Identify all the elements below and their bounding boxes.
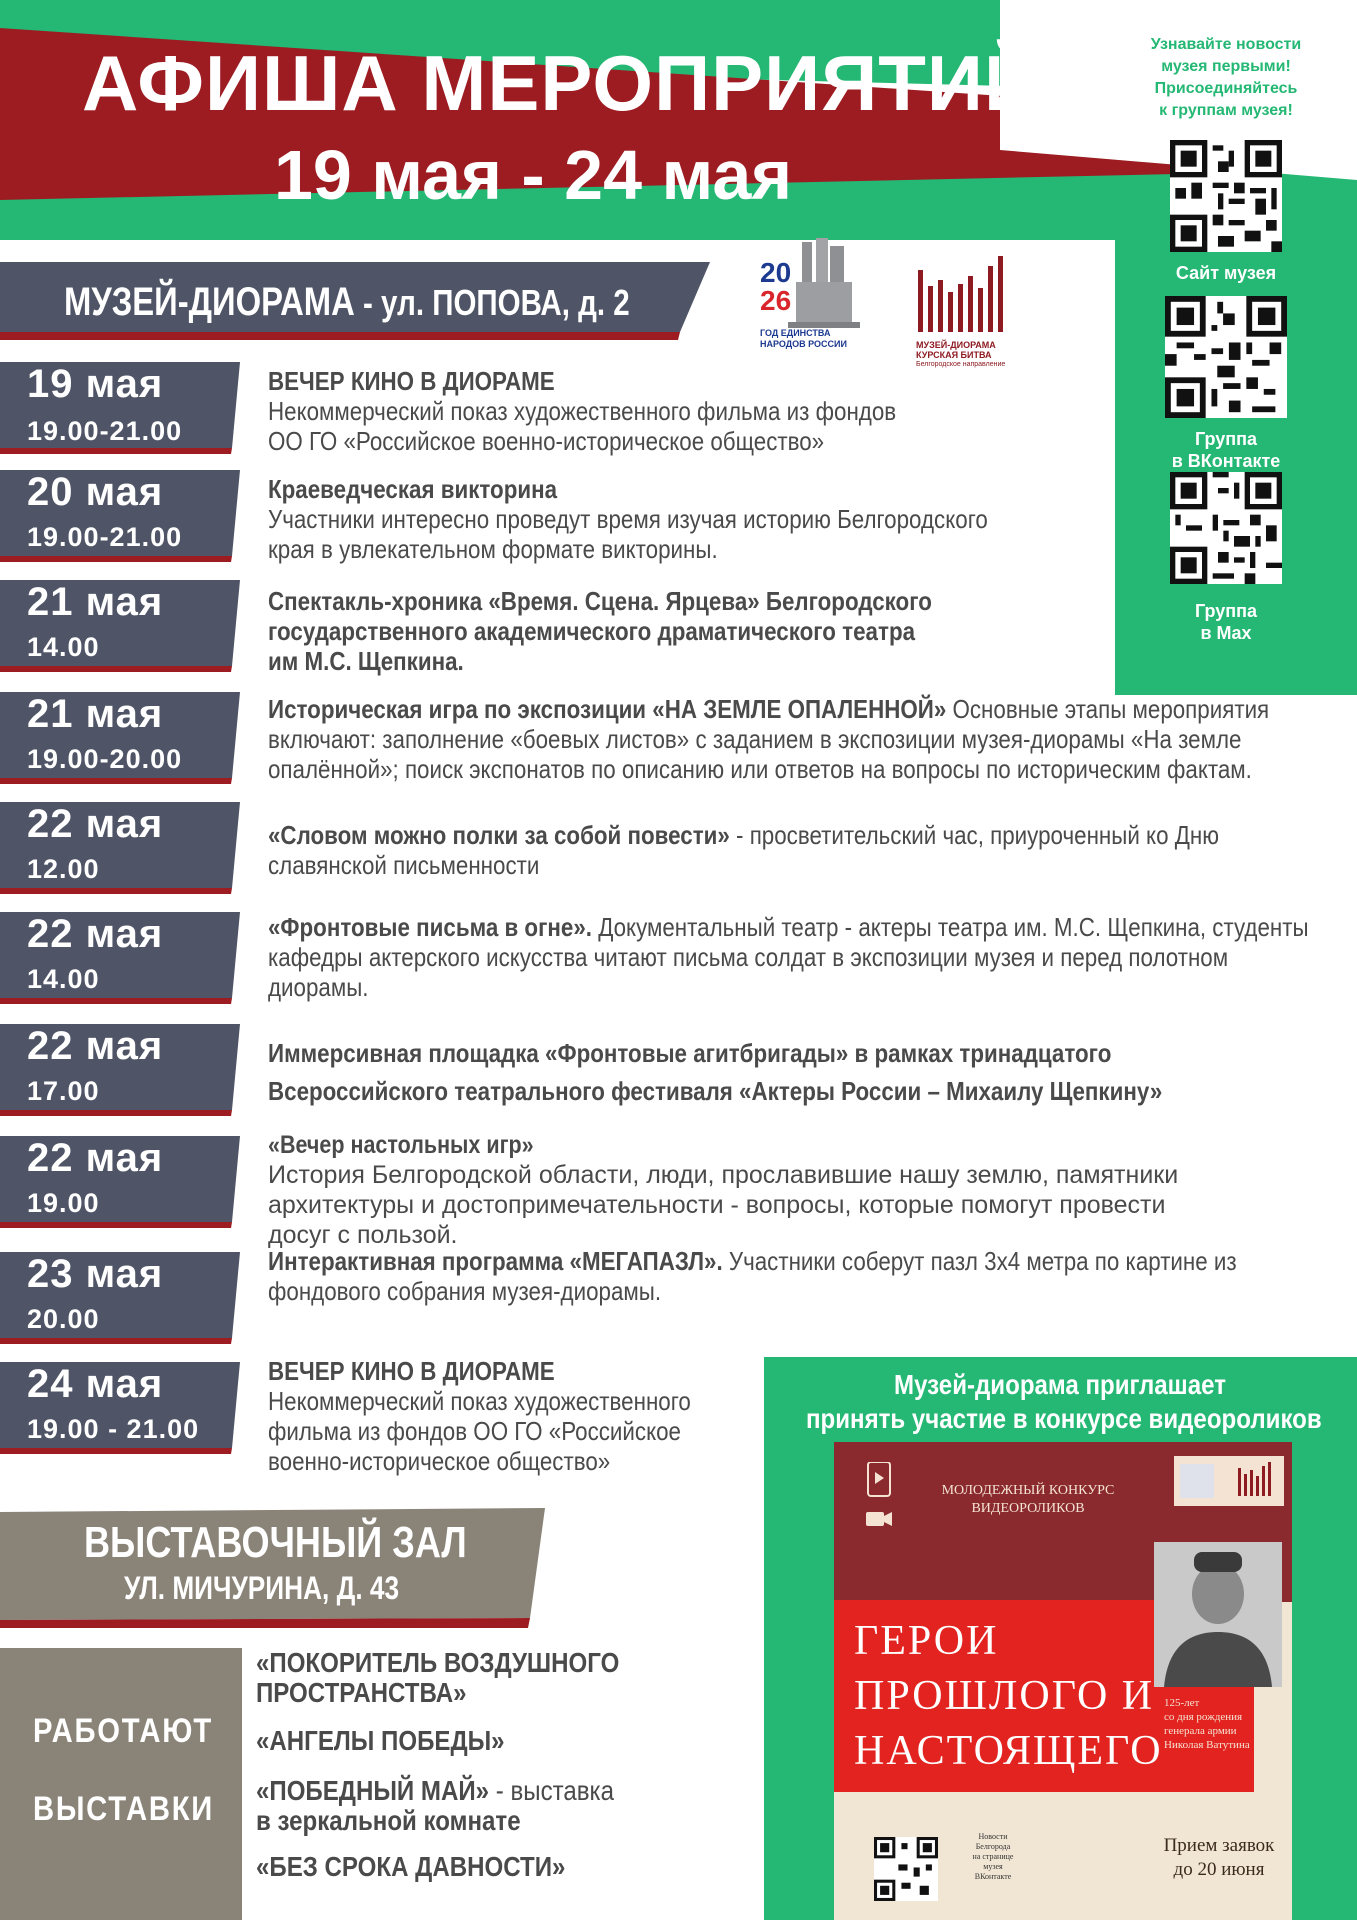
exhibitions-label: ВЫСТАВКИ	[33, 1790, 215, 1828]
event-description	[268, 1246, 1343, 1306]
event-line: диорамы.	[268, 972, 369, 1002]
poster-headline-line: НАСТОЯЩЕГО	[854, 1728, 1163, 1774]
poster-anniversary-line: генерала армии	[1164, 1725, 1237, 1737]
poster-logos	[1174, 1456, 1284, 1506]
poster-deadline-line: Прием заявок	[1163, 1835, 1275, 1856]
event-title: Интерактивная программа «МЕГАПАЗЛ».	[268, 1246, 723, 1276]
event-line: архитектуры и достопримечательности - вопросы, которые помогут провести	[268, 1191, 1166, 1219]
event-time: 19.00-21.00	[27, 416, 183, 446]
poster-anniversary-line: Николая Ватутина	[1164, 1739, 1250, 1751]
event-line: военно-историческое общество»	[268, 1446, 611, 1476]
poster-news-line: ВКонтакте	[974, 1872, 1012, 1881]
news-callout	[1115, 34, 1337, 122]
event-line: славянской письменности	[268, 850, 540, 880]
exhibition-line	[256, 1776, 675, 1806]
event-title-line	[268, 820, 1340, 850]
poster-anniversary-line: 125-лет	[1164, 1697, 1200, 1709]
event-day: 24 мая	[27, 1362, 164, 1406]
poster-news-line: музея	[983, 1862, 1003, 1871]
event-day: 22 мая	[27, 1024, 164, 1068]
poster-subtitle-line: ВИДЕОРОЛИКОВ	[971, 1501, 1085, 1516]
event-line: ОО ГО «Российское военно-историческое общество»	[268, 426, 825, 456]
exhibition-item	[256, 1648, 676, 1708]
event-description	[268, 1034, 1343, 1110]
news-line: музея первыми!	[1161, 58, 1291, 75]
year-top: 20	[760, 257, 792, 288]
event-day: 21 мая	[27, 580, 164, 624]
contest-title-line: принять участие в конкурсе видеороликов	[805, 1403, 1322, 1434]
news-line: Узнавайте новости	[1150, 36, 1302, 53]
event-day: 19 мая	[27, 362, 164, 406]
exhibition-line: ПРОСТРАНСТВА»	[256, 1677, 467, 1708]
museum-caption-line: МУЗЕЙ-ДИОРАМА	[916, 340, 996, 350]
event-time: 14.00	[27, 632, 100, 662]
news-line: к группам музея!	[1159, 102, 1293, 119]
date-range: 19 мая - 24 мая	[274, 136, 793, 214]
vk-label-line: Группа	[1194, 429, 1258, 449]
year-caption-line: ГОД ЕДИНСТВА	[760, 328, 831, 338]
poster-qr-code[interactable]	[874, 1837, 938, 1901]
news-line: Присоединяйтесь	[1154, 80, 1298, 97]
event-inline: Документальный театр - актеры театра им. М.С. Щепкина, студенты	[591, 912, 1309, 942]
venue-name: МУЗЕЙ-ДИОРАМА	[64, 280, 355, 324]
event-title: Иммерсивная площадка «Фронтовые агитбригады» в рамках тринадцатого	[268, 1038, 1112, 1068]
event-line: опалённой»; поиск экспонатов по описанию или ответов на вопросы по историческим фактам.	[268, 754, 1252, 784]
poster-news	[954, 1832, 1032, 1882]
qr-icon	[874, 1837, 938, 1901]
museum-caption-line: КУРСКАЯ БИТВА	[916, 350, 992, 360]
event-inline: - просветительский час, приуроченный ко Дню	[729, 820, 1219, 850]
video-contest-block	[764, 1357, 1357, 1920]
event-description	[268, 1356, 748, 1476]
event-line: кафедры актерского искусства читают письма солдат в экспозиции музея и перед полотном	[268, 942, 1229, 972]
venue-title	[64, 280, 630, 325]
poster-headline	[854, 1614, 1163, 1779]
event-title: ВЕЧЕР КИНО В ДИОРАМЕ	[268, 366, 555, 396]
poster-news-line: Белгорода	[975, 1842, 1011, 1851]
event-title: «Словом можно полки за собой повести»	[268, 820, 730, 850]
event-line: включают: заполнение «боевых листов» с заданием в экспозиции музея-диорамы «На земле	[268, 724, 1242, 754]
event-title-line	[268, 912, 1340, 942]
year-caption-line: НАРОДОВ РОССИИ	[760, 339, 847, 349]
qr-icon	[1170, 140, 1282, 252]
event-title: Спектакль-хроника «Время. Сцена. Ярцева» Белгородского	[268, 586, 932, 616]
year-bottom: 26	[760, 285, 792, 316]
social-column	[1115, 20, 1337, 674]
event-inline: Основные этапы мероприятия	[946, 694, 1270, 724]
event-description	[268, 474, 1343, 564]
video-phone-icon	[864, 1462, 894, 1534]
event-title: Историческая игра по экспозиции «НА ЗЕМЛЕ ОПАЛЕННОЙ»	[268, 694, 947, 724]
exhibition-line: «ПОКОРИТЕЛЬ ВОЗДУШНОГО	[256, 1647, 620, 1678]
event-time: 19.00	[27, 1188, 100, 1218]
hall-address: УЛ. МИЧУРИНА, Д. 43	[124, 1570, 400, 1606]
year-of-unity-logo	[758, 238, 884, 362]
event-day: 22 мая	[27, 802, 164, 846]
portrait-icon	[1154, 1542, 1282, 1687]
event-title: «Фронтовые письма в огне».	[268, 912, 592, 942]
website-qr-code[interactable]	[1170, 140, 1282, 252]
year-caption	[760, 328, 890, 350]
exhibition-title: «ПОБЕДНЫЙ МАЙ»	[256, 1775, 490, 1806]
poster-headline-line: ПРОШЛОГО И	[854, 1673, 1155, 1719]
poster-deadline	[1154, 1834, 1284, 1882]
event-day: 21 мая	[27, 692, 164, 736]
exhibition-inline: - выставка	[489, 1775, 615, 1806]
poster-news-line: на странице	[972, 1852, 1014, 1861]
exhibition-item	[256, 1726, 676, 1756]
museum-caption-line: Белгородское направление	[916, 361, 1006, 368]
event-description	[268, 1130, 1343, 1250]
event-line: Участники интересно проведут время изучая историю Белгородского	[268, 504, 988, 534]
event-time: 14.00	[27, 964, 100, 994]
event-line: Некоммерческий показ художественного	[268, 1386, 691, 1416]
poster-headline-line: ГЕРОИ	[854, 1618, 999, 1664]
poster-subtitle-line: МОЛОДЕЖНЫЙ КОНКУРС	[941, 1483, 1115, 1498]
event-title: государственного академического драматического театра	[268, 616, 916, 646]
exhibition-line: «АНГЕЛЫ ПОБЕДЫ»	[256, 1725, 505, 1756]
event-line: фондового собрания музея-диорамы.	[268, 1276, 662, 1306]
event-title: им М.С. Щепкина.	[268, 646, 464, 676]
event-title: Всероссийского театрального фестиваля «Актеры России – Михаилу Щепкину»	[268, 1076, 1163, 1106]
event-day: 22 мая	[27, 912, 164, 956]
event-title: Краеведческая викторина	[268, 474, 558, 504]
event-title-line	[268, 694, 1340, 724]
event-time: 12.00	[27, 854, 100, 884]
event-line: досуг с пользой.	[268, 1221, 458, 1249]
venue-banner	[0, 262, 710, 340]
works-label: РАБОТАЮТ	[33, 1712, 213, 1750]
event-time: 19.00 - 21.00	[27, 1414, 200, 1444]
exhibition-item	[256, 1852, 676, 1882]
event-time: 17.00	[27, 1076, 100, 1106]
event-description	[268, 586, 1343, 676]
poster-subtitle	[908, 1482, 1148, 1518]
poster-news-line: Новости	[978, 1832, 1008, 1841]
event-description	[268, 912, 1343, 1002]
max-label-line: Группа	[1194, 601, 1258, 621]
exhibition-line: в зеркальной комнате	[256, 1805, 521, 1836]
exhibition-item	[256, 1776, 676, 1836]
exhibition-line: «БЕЗ СРОКА ДАВНОСТИ»	[256, 1851, 566, 1882]
page-title: АФИША МЕРОПРИЯТИЙ	[82, 39, 1042, 127]
event-title-line	[268, 1246, 1340, 1276]
event-line: История Белгородской области, люди, прославившие нашу землю, памятники	[268, 1161, 1179, 1189]
event-title: «Вечер настольных игр»	[268, 1131, 534, 1159]
poster-deadline-line: до 20 июня	[1173, 1859, 1265, 1880]
contest-title	[764, 1369, 1357, 1401]
event-title: ВЕЧЕР КИНО В ДИОРАМЕ	[268, 1356, 555, 1386]
contest-title	[764, 1403, 1357, 1435]
event-description	[268, 366, 1343, 456]
event-day: 22 мая	[27, 1136, 164, 1180]
contest-poster[interactable]	[834, 1442, 1292, 1920]
event-line: Некоммерческий показ художественного фильма из фондов	[268, 396, 897, 426]
event-time: 19.00-21.00	[27, 522, 183, 552]
general-portrait	[1154, 1542, 1282, 1687]
event-time: 20.00	[27, 1304, 100, 1334]
event-line: края в увлекательном формате викторины.	[268, 534, 718, 564]
event-description	[268, 694, 1343, 784]
event-day: 23 мая	[27, 1252, 164, 1296]
poster-anniversary-line: со дня рождения	[1164, 1711, 1243, 1723]
poster-logos-icon	[1174, 1456, 1284, 1506]
poster-anniversary	[1164, 1696, 1284, 1752]
museum-logo	[916, 256, 1020, 374]
bars-icon	[916, 256, 1016, 336]
event-time: 19.00-20.00	[27, 744, 183, 774]
max-label-line: в Max	[1200, 623, 1252, 643]
contest-title-line: Музей-диорама приглашает	[894, 1369, 1227, 1400]
hall-title: ВЫСТАВОЧНЫЙ ЗАЛ	[84, 1518, 467, 1567]
event-description	[268, 820, 1343, 880]
venue-address: - ул. ПОПОВА, д. 2	[354, 282, 630, 323]
website-label: Сайт музея	[1175, 263, 1277, 283]
event-day: 20 мая	[27, 470, 164, 514]
vk-label-line: в ВКонтакте	[1171, 451, 1281, 471]
exhibitions-label-block	[0, 1648, 242, 1920]
event-inline: Участники соберут пазл 3х4 метра по картине из	[722, 1246, 1237, 1276]
event-line: фильма из фондов ОО ГО «Российское	[268, 1416, 682, 1446]
